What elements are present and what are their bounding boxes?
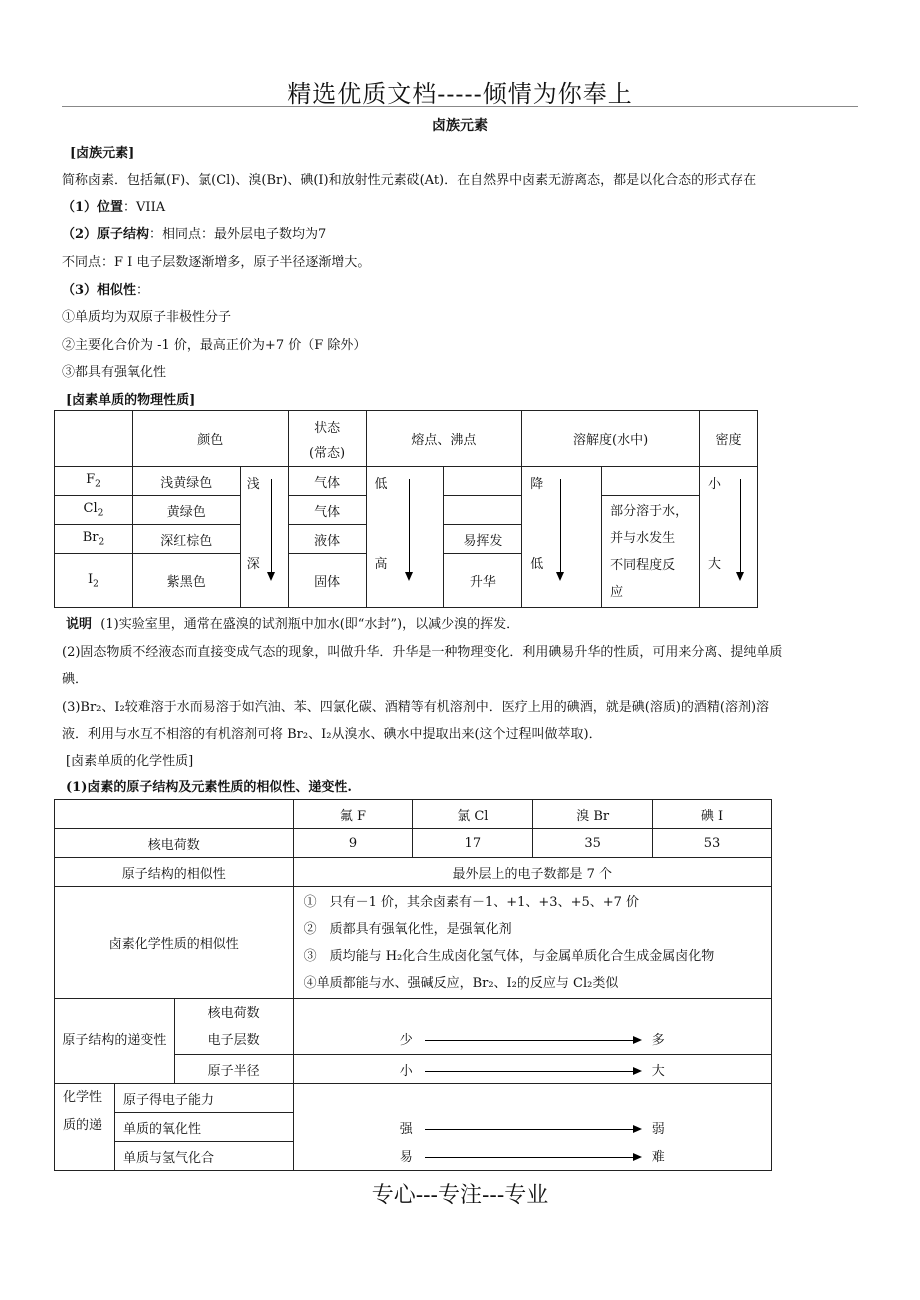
- chem-trend-label: [55, 1084, 115, 1171]
- element-header-br: 溴 Br: [533, 800, 653, 829]
- trend1-to: 多: [651, 1033, 665, 1048]
- structure-text: ：相同点：最外层电子数均为7: [149, 227, 327, 242]
- structure-line: [62, 223, 326, 242]
- element-header-f: 氟 F: [293, 800, 413, 829]
- solubility-note-2: 并与水发生: [610, 530, 676, 546]
- trend3-to: 弱: [651, 1121, 665, 1137]
- section-heading-halogen: [卤族元素]: [70, 146, 135, 161]
- trend3-from: 强: [399, 1121, 413, 1137]
- trend-arrow-row-1: [293, 999, 771, 1055]
- charge-cl: 17: [413, 829, 533, 858]
- note-1-line: [66, 613, 519, 632]
- trend-item-shells: 电子层数: [207, 1032, 260, 1048]
- color-i: 紫黑色: [132, 554, 240, 608]
- chemical-properties-table: [54, 799, 772, 1171]
- intro-text: 简称卤素．包括氟(F)、氯(Cl)、溴(Br)、碘(I)和放射性元素砹(At)．在自然界中卤素无游离态，都是以化合态的形式存在: [62, 173, 757, 188]
- difference-text: 不同点：F I 电子层数逐渐增多，原子半径逐渐增大。: [62, 255, 371, 270]
- similarity-2: ②主要化合价为 -1 价，最高正价为+7 价（F 除外）: [62, 338, 367, 353]
- position-label: （1）位置: [62, 200, 124, 215]
- state-i: 固体: [288, 554, 366, 608]
- element-f-sub: 2: [95, 479, 101, 490]
- header-density: 密度: [700, 411, 758, 467]
- chem-similarity-1: ① 只有－1 价，其余卤素有－1、+1、+3、+5、+7 价: [303, 894, 640, 910]
- chem-trend-item-1: 原子得电子能力: [114, 1084, 293, 1113]
- element-header-cl: 氯 Cl: [413, 800, 533, 829]
- solubility-trend-bottom: 低: [530, 557, 544, 572]
- right-arrow-icon: [425, 1071, 640, 1072]
- position-text: ：VIIA: [123, 200, 166, 215]
- down-arrow-icon: [740, 479, 741, 579]
- charge-f: 9: [293, 829, 413, 858]
- color-br: 深红棕色: [132, 525, 240, 554]
- chem-trend-item-2: 单质的氧化性: [114, 1113, 293, 1142]
- element-cell: [55, 496, 133, 525]
- element-br: Br: [82, 530, 99, 546]
- trend2-to: 大: [651, 1063, 665, 1079]
- trend-item-charge: 核电荷数: [207, 1005, 260, 1021]
- density-trend-bottom: 大: [708, 557, 722, 572]
- chem-similarity-list: [293, 887, 771, 999]
- element-cl-sub: 2: [97, 508, 104, 519]
- trend-item-radius: 原子半径: [174, 1055, 293, 1084]
- header-divider: [62, 106, 858, 107]
- state-cl: 气体: [288, 496, 366, 525]
- similarity-label: （3）相似性: [62, 283, 137, 298]
- similarity-colon: ：: [136, 283, 150, 298]
- color-trend-cell: [240, 467, 288, 608]
- trend-arrow-row-2: [293, 1055, 771, 1084]
- chem-trend-label-1: 化学性质的递: [63, 1090, 103, 1133]
- color-cl: 黄绿色: [132, 496, 240, 525]
- trend1-from: 少: [399, 1033, 413, 1048]
- page-header: 精选优质文档-----倾情为你奉上: [287, 80, 633, 108]
- chem-similarity-3: ③ 质均能与 H₂化合生成卤化氢气体，与金属单质化合生成金属卤化物: [303, 948, 715, 964]
- note-2b: 碘．: [62, 672, 89, 687]
- struct-similarity-value: 最外层上的电子数都是 7 个: [293, 858, 771, 887]
- solubility-trend-cell: [522, 467, 602, 608]
- struct-similarity-label: 原子结构的相似性: [55, 858, 294, 887]
- solubility-note-4: 应: [610, 584, 624, 600]
- trend-arrow-row-3: [293, 1113, 771, 1142]
- header-state-line2: (常态): [308, 445, 346, 461]
- doc-title: 卤族元素: [432, 118, 488, 134]
- melting-trend-top: 低: [374, 477, 388, 492]
- down-arrow-icon: [409, 479, 410, 579]
- position-line: [62, 196, 165, 215]
- down-arrow-icon: [271, 479, 272, 579]
- charge-br: 35: [533, 829, 653, 858]
- header-state: [288, 411, 366, 467]
- header-melting: 熔点、沸点: [366, 411, 522, 467]
- physical-properties-table: [54, 410, 758, 608]
- header-solubility: 溶解度(水中): [522, 411, 700, 467]
- melting-trend-bottom: 高: [374, 557, 388, 572]
- note-1: (1)实验室里，通常在盛溴的试剂瓶中加水(即“水封”)，以减少溴的挥发．: [100, 617, 520, 632]
- melting-trend-cell: [366, 467, 444, 608]
- trend4-to: 难: [651, 1150, 665, 1166]
- similarity-3: ③都具有强氧化性: [62, 365, 167, 380]
- solubility-note: [602, 496, 700, 608]
- element-i-sub: 2: [93, 579, 99, 590]
- solubility-note-1: 部分溶于水，: [610, 503, 689, 519]
- struct-trend-label: 原子结构的递变性: [55, 999, 175, 1084]
- section-heading-chemical: [卤素单质的化学性质]: [66, 754, 194, 769]
- density-trend-cell: [700, 467, 758, 608]
- melting-i-note: 升华: [444, 554, 522, 608]
- down-arrow-icon: [560, 479, 561, 579]
- struct-trend-items: [174, 999, 293, 1055]
- note-label: 说明: [66, 617, 93, 632]
- right-arrow-icon: [425, 1129, 640, 1130]
- header-blank: [55, 411, 133, 467]
- solubility-note-3: 不同程度反: [610, 557, 676, 573]
- solubility-trend-top: 降: [530, 477, 544, 492]
- state-f: 气体: [288, 467, 366, 496]
- similarity-line: [62, 279, 149, 298]
- element-header-i: 碘 I: [653, 800, 772, 829]
- element-cell: [55, 554, 133, 608]
- element-cell: [55, 525, 133, 554]
- color-trend-bottom: 深: [246, 557, 260, 572]
- chem-trend-item-3: 单质与氢气化合: [114, 1142, 293, 1171]
- header-state-line1: 状态: [314, 420, 341, 436]
- charge-label: 核电荷数: [55, 829, 294, 858]
- chemical-sub-heading: (1)卤素的原子结构及元素性质的相似性、递变性.: [66, 780, 352, 795]
- element-i: I: [88, 571, 94, 587]
- chem-similarity-label: 卤素化学性质的相似性: [55, 887, 294, 999]
- header-blank: [55, 800, 294, 829]
- trend4-from: 易: [399, 1150, 413, 1166]
- charge-i: 53: [653, 829, 772, 858]
- melting-f-note: [444, 467, 522, 496]
- note-3a: (3)Br₂、I₂较难溶于水而易溶于如汽油、苯、四氯化碳、酒精等有机溶剂中．医疗上用的碘酒，就是碘(溶质)的酒精(溶剂)溶: [62, 700, 770, 715]
- trend2-from: 小: [399, 1063, 413, 1079]
- trend-arrow-row-4: [293, 1142, 771, 1171]
- element-cell: [55, 467, 133, 496]
- section-heading-physical: [卤素单质的物理性质]: [66, 393, 196, 408]
- element-f: F: [86, 472, 96, 488]
- state-br: 液体: [288, 525, 366, 554]
- melting-cl-note: [444, 496, 522, 525]
- right-arrow-icon: [425, 1040, 640, 1041]
- header-color: 颜色: [132, 411, 288, 467]
- structure-label: （2）原子结构: [62, 227, 150, 242]
- right-arrow-icon: [425, 1157, 640, 1158]
- trend-arrow-row-3-blank: [293, 1084, 771, 1113]
- color-f: 浅黄绿色: [132, 467, 240, 496]
- page-footer: 专心---专注---专业: [371, 1183, 549, 1208]
- chem-similarity-2: ② 质都具有强氧化性，是强氧化剂: [303, 921, 512, 937]
- similarity-1: ①单质均为双原子非极性分子: [62, 310, 232, 325]
- melting-br-note: 易挥发: [444, 525, 522, 554]
- element-br-sub: 2: [98, 537, 105, 548]
- density-trend-top: 小: [708, 477, 722, 492]
- element-cl: Cl: [83, 501, 98, 517]
- solubility-f-note: [602, 467, 700, 496]
- note-2a: (2)固态物质不经液态而直接变成气态的现象，叫做升华．升华是一种物理变化．利用碘易升华的性质，可用来分离、提纯单质: [62, 645, 783, 660]
- note-3b: 液．利用与水互不相溶的有机溶剂可将 Br₂、I₂从溴水、碘水中提取出来(这个过程叫做萃取)．: [62, 727, 602, 742]
- chem-similarity-4: ④单质都能与水、强碱反应，Br₂、I₂的反应与 Cl₂类似: [303, 975, 619, 991]
- color-trend-top: 浅: [246, 477, 260, 492]
